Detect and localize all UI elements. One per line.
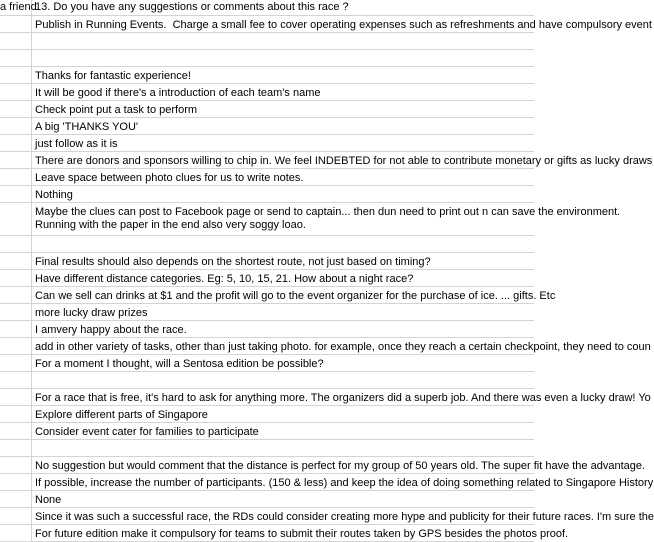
table-row [0,321,534,338]
column-b-header-cell[interactable]: 13. Do you have any suggestions or comments about this race ? [35,1,349,13]
table-row [0,287,556,304]
table-row [0,33,534,50]
table-row [0,525,569,542]
response-cell[interactable]: Publish in Running Events. Charge a small fee to cover operating expenses such as refreshments and have compulsory event [35,19,652,31]
table-row [0,50,534,67]
response-cell[interactable]: more lucky draw prizes [35,307,148,319]
column-a-cell[interactable] [0,16,32,32]
response-cell[interactable]: Check point put a task to perform [35,104,198,116]
response-cell[interactable]: No suggestion but would comment that the distance is perfect for my group of 50 years old. The super fit have the advantage. [35,460,646,472]
response-cell[interactable]: Explore different parts of Singapore [35,409,208,421]
column-a-cell[interactable] [0,491,32,507]
table-row [0,508,654,525]
column-a-cell[interactable] [0,474,32,490]
column-a-cell[interactable] [0,118,32,134]
column-a-cell[interactable] [0,84,32,100]
column-a-cell[interactable] [0,525,32,541]
response-cell[interactable]: Since it was such a successful race, the RDs could consider creating more hype and publicity for their future races. I'm sure the [35,511,654,523]
table-row [0,338,651,355]
response-cell[interactable]: Can we sell can drinks at $1 and the profit will go to the event organizer for the purchase of ice. ... gifts. Etc [35,290,556,302]
table-row [0,406,534,423]
column-a-cell[interactable] [0,236,32,252]
column-a-cell[interactable] [0,50,32,66]
table-row [0,16,652,33]
column-a-cell[interactable] [0,423,32,439]
table-row [0,270,534,287]
response-cell[interactable]: None [35,494,62,506]
table-row [0,236,534,253]
column-a-cell[interactable] [0,440,32,456]
column-a-cell[interactable] [0,508,32,524]
column-a-cell[interactable] [0,33,32,49]
column-a-cell[interactable] [0,253,32,269]
response-cell[interactable]: Final results should also depends on the shortest route, not just based on timing? [35,256,431,268]
column-a-cell[interactable] [0,101,32,117]
response-cell[interactable] [35,372,534,375]
response-cell[interactable]: Nothing [35,189,73,201]
table-row [0,101,534,118]
table-row [0,118,534,135]
table-row [0,203,621,236]
response-cell[interactable] [35,33,534,36]
response-cell[interactable]: Leave space between photo clues for us to write notes. [35,172,304,184]
column-a-cell[interactable] [0,287,32,303]
response-cell[interactable]: For a moment I thought, will a Sentosa edition be possible? [35,358,324,370]
response-cell[interactable]: Have different distance categories. Eg: 5, 10, 15, 21. How about a night race? [35,273,414,285]
table-row [0,355,534,372]
column-a-cell[interactable] [0,457,32,473]
table-row [0,423,534,440]
response-cell[interactable]: It will be good if there's a introduction of each team's name [35,87,321,99]
column-a-cell[interactable] [0,270,32,286]
response-cell[interactable]: If possible, increase the number of participants. (150 & less) and keep the idea of doing something related to Singapore History [35,477,654,489]
table-row [0,372,534,389]
column-a-header-cell[interactable]: a friend [0,1,37,13]
response-cell[interactable]: There are donors and sponsors willing to chip in. We feel INDEBTED for not able to contribute monetary or gifts as lucky draws [35,155,653,167]
column-a-cell[interactable] [0,186,32,202]
column-a-cell[interactable] [0,321,32,337]
response-cell[interactable]: For future edition make it compulsory for teams to submit their routes taken by GPS besides the photos proof. [35,528,569,540]
column-a-cell[interactable] [0,389,32,405]
table-row [0,152,653,169]
response-cell[interactable] [35,440,534,443]
response-cell[interactable] [35,50,534,53]
column-a-cell[interactable] [0,152,32,168]
column-a-cell[interactable] [0,355,32,371]
response-cell[interactable]: Thanks for fantastic experience! [35,70,191,82]
response-cell[interactable]: I amvery happy about the race. [35,324,187,336]
table-row [0,169,534,186]
header-row [0,0,534,16]
table-row [0,491,534,508]
column-a-cell[interactable] [0,406,32,422]
response-cell[interactable]: add in other variety of tasks, other than just taking photo. for example, once they reach a certain checkpoint, they need to coun [35,341,651,353]
table-row [0,186,534,203]
response-cell[interactable]: Consider event cater for families to participate [35,426,259,438]
table-row [0,457,646,474]
table-row [0,253,534,270]
response-cell[interactable]: A big 'THANKS YOU' [35,121,139,133]
column-a-cell[interactable] [0,135,32,151]
table-row [0,389,651,406]
response-cell[interactable] [35,236,534,239]
table-row [0,304,534,321]
column-a-cell[interactable] [0,338,32,354]
column-a-cell[interactable] [0,203,32,235]
table-row [0,135,534,152]
response-cell[interactable]: For a race that is free, it's hard to ask for anything more. The organizers did a superb job. And there was even a lucky draw! Yo [35,392,651,404]
response-cell[interactable]: Maybe the clues can post to Facebook page or send to captain... then dun need to print out n can save the environment. Running with the paper in the end also very soggy loao. [35,206,621,231]
column-a-cell[interactable] [0,67,32,83]
column-a-cell[interactable] [0,304,32,320]
table-row [0,84,534,101]
table-row [0,474,654,491]
table-row [0,440,534,457]
response-cell[interactable]: just follow as it is [35,138,118,150]
table-row [0,67,534,84]
column-a-cell[interactable] [0,372,32,388]
column-a-cell[interactable] [0,169,32,185]
